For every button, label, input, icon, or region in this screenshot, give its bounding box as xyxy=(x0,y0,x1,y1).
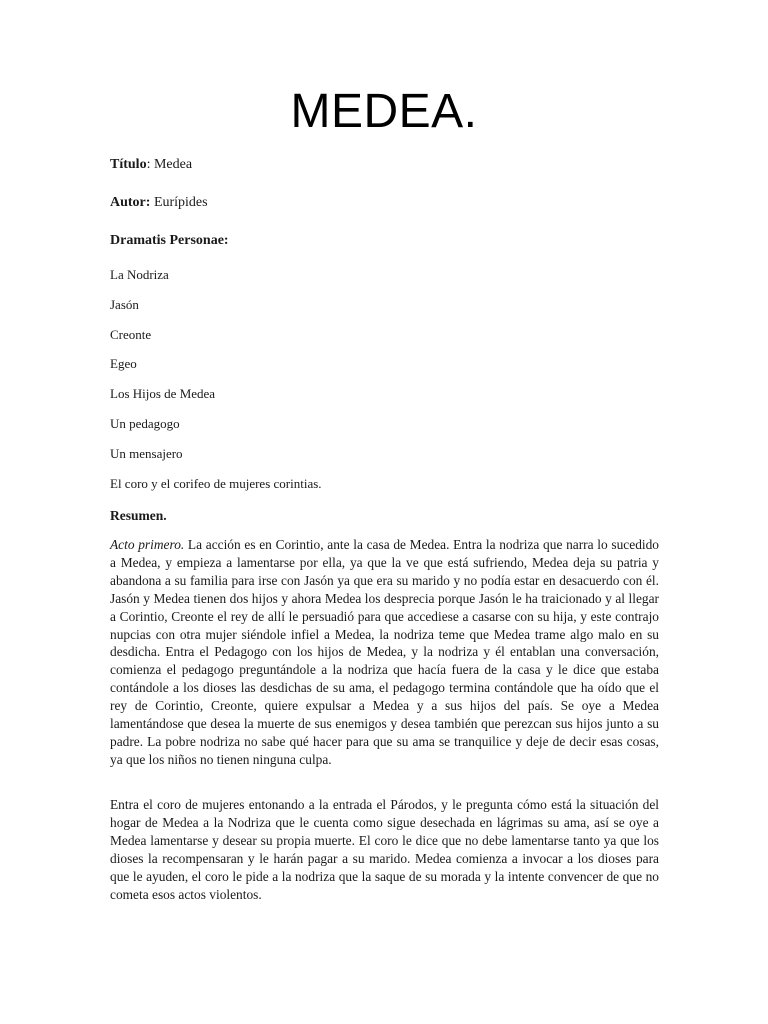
title-label: Título xyxy=(110,157,147,172)
dramatis-personae-heading: Dramatis Personae: xyxy=(110,233,229,248)
paragraph-body: La acción es en Corintio, ante la casa de Medea. Entra la nodriza que narra lo sucedido a Medea, y empieza a lamentarse por ella, ya que la ve que está sufriendo, Medea deja su patria y abandona a su familia para irse con Jasón ya que era su marido y no podía estar en desacuerdo con él. Jasón y Medea tienen dos hijos y ahora Medea los desprecia porque Jasón le ha traicionado y al llegar a Corintio, Creonte el rey de allí le persuadió para que accediese a casarse con su hija, y este contrajo nupcias con otra mujer siéndole infiel a Medea, la nodriza teme que Medea trame algo malo en su desdicha. Entra el Pedagogo con los hijos de Medea, y la nodriza y él entablan una conversación, comienza el pedagogo preguntándole a la nodriza que hacía fuera de la casa y le dice que estaba contándole a los dioses las desdichas de su ama, el pedagogo termina contándole que ha oído que el rey de Corintio, Creonte, quiere expulsar a Medea y a sus hijos del país. Se oye a Medea lamentándose que desea la muerte de sus enemigos y desea también que perezcan sus hijos junto a su padre. La pobre nodriza no sabe qué hacer para que su ama se tranquilice y deje de decir esas cosas, ya que los niños no tienen ninguna culpa. xyxy=(110,537,659,767)
character-item: Los Hijos de Medea xyxy=(110,386,216,402)
title-line xyxy=(110,156,192,174)
document-title: MEDEA. xyxy=(290,85,478,138)
character-item: Jasón xyxy=(110,296,139,312)
character-item: El coro y el corifeo de mujeres corintias. xyxy=(110,475,322,491)
author-value: Eurípides xyxy=(150,195,208,210)
character-item: Un mensajero xyxy=(110,445,183,461)
act-label: Acto primero. xyxy=(110,537,185,552)
summary-paragraph: Entra el coro de mujeres entonando a la entrada el Párodos, y le pregunta cómo está la situación del hogar de Medea a la Nodriza que le cuenta como sigue desechada en lágrimas su ama, así se oye a Medea lamentarse y desear su propia muerte. El coro le dice que no debe lamentarse tanto ya que los dioses la recompensaran y le harán pagar a su marido. Medea comienza a invocar a los dioses para que le ayuden, el coro le pide a la nodriza que la saque de su morada y la intente convencer de que no cometa esos actos violentos. xyxy=(110,797,659,902)
character-item: Un pedagogo xyxy=(110,415,180,431)
title-value: : Medea xyxy=(146,157,193,172)
character-item: Creonte xyxy=(110,326,152,342)
author-label: Autor: xyxy=(110,195,151,210)
character-item: La Nodriza xyxy=(110,267,169,282)
character-list xyxy=(110,266,322,504)
author-line xyxy=(110,194,208,212)
summary-heading: Resumen. xyxy=(110,508,167,523)
character-item: Egeo xyxy=(110,356,137,372)
summary-paragraph xyxy=(110,536,659,769)
